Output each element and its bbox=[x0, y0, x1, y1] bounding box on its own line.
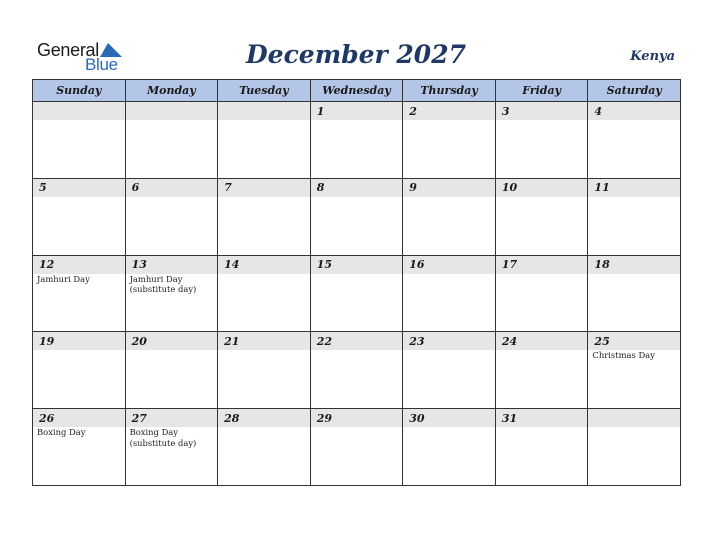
day-cell bbox=[588, 102, 681, 179]
day-number: 17 bbox=[496, 256, 588, 274]
holiday-label: Boxing Day (substitute day) bbox=[129, 427, 197, 448]
day-cell bbox=[496, 256, 589, 333]
day-cell bbox=[588, 256, 681, 333]
day-number: 28 bbox=[218, 409, 310, 427]
day-cell bbox=[126, 102, 219, 179]
day-number: 26 bbox=[33, 409, 125, 427]
day-number: 15 bbox=[311, 256, 403, 274]
day-cell bbox=[311, 102, 404, 179]
day-number: 9 bbox=[403, 179, 495, 197]
country-label: Kenya bbox=[630, 49, 675, 64]
day-number: 6 bbox=[126, 179, 218, 197]
day-cell bbox=[218, 256, 311, 333]
day-cell bbox=[126, 256, 219, 333]
day-cell bbox=[33, 332, 126, 409]
day-cell bbox=[33, 409, 126, 486]
day-cell bbox=[218, 179, 311, 256]
calendar-grid bbox=[32, 79, 681, 486]
day-number bbox=[588, 409, 680, 427]
day-number: 31 bbox=[496, 409, 588, 427]
day-number: 24 bbox=[496, 332, 588, 350]
day-cell bbox=[33, 179, 126, 256]
logo-general-text: General bbox=[37, 40, 99, 60]
day-cell bbox=[33, 256, 126, 333]
day-cell bbox=[403, 409, 496, 486]
day-number: 23 bbox=[403, 332, 495, 350]
day-number: 16 bbox=[403, 256, 495, 274]
day-cell bbox=[311, 409, 404, 486]
holiday-label: Boxing Day bbox=[37, 427, 86, 438]
holiday-label: Christmas Day bbox=[592, 350, 655, 361]
day-number: 4 bbox=[588, 102, 680, 120]
day-cell bbox=[588, 332, 681, 409]
weekday-header-wednesday: Wednesday bbox=[311, 80, 404, 102]
day-number: 8 bbox=[311, 179, 403, 197]
day-cell bbox=[311, 332, 404, 409]
weekday-header-sunday: Sunday bbox=[33, 80, 126, 102]
day-number bbox=[218, 102, 310, 120]
day-number: 3 bbox=[496, 102, 588, 120]
calendar-title: December 2027 bbox=[245, 40, 466, 69]
day-number: 14 bbox=[218, 256, 310, 274]
holiday-label: Jamhuri Day bbox=[37, 273, 90, 284]
day-cell bbox=[496, 409, 589, 486]
day-cell bbox=[588, 179, 681, 256]
weekday-header-friday: Friday bbox=[496, 80, 589, 102]
day-number: 18 bbox=[588, 256, 680, 274]
weekday-header-monday: Monday bbox=[126, 80, 219, 102]
day-cell bbox=[126, 409, 219, 486]
day-number: 5 bbox=[33, 179, 125, 197]
day-cell bbox=[218, 409, 311, 486]
day-cell bbox=[126, 179, 219, 256]
day-cell bbox=[311, 179, 404, 256]
day-number: 21 bbox=[218, 332, 310, 350]
day-number: 19 bbox=[33, 332, 125, 350]
day-cell bbox=[496, 179, 589, 256]
day-number: 13 bbox=[126, 256, 218, 274]
day-number: 1 bbox=[311, 102, 403, 120]
day-number: 12 bbox=[33, 256, 125, 274]
day-cell bbox=[496, 332, 589, 409]
day-cell bbox=[403, 102, 496, 179]
day-number: 27 bbox=[126, 409, 218, 427]
day-cell bbox=[403, 179, 496, 256]
day-cell bbox=[496, 102, 589, 179]
holiday-label: Jamhuri Day (substitute day) bbox=[129, 273, 197, 295]
day-number bbox=[33, 102, 125, 120]
weekday-header-saturday: Saturday bbox=[588, 80, 681, 102]
weekday-header-thursday: Thursday bbox=[403, 80, 496, 102]
day-cell bbox=[218, 102, 311, 179]
day-number bbox=[126, 102, 218, 120]
day-number: 29 bbox=[311, 409, 403, 427]
day-number: 20 bbox=[126, 332, 218, 350]
day-number: 22 bbox=[311, 332, 403, 350]
day-number: 10 bbox=[496, 179, 588, 197]
day-cell bbox=[403, 332, 496, 409]
day-number: 25 bbox=[588, 332, 680, 350]
day-cell bbox=[403, 256, 496, 333]
day-cell bbox=[588, 409, 681, 486]
day-cell bbox=[218, 332, 311, 409]
day-cell bbox=[311, 256, 404, 333]
day-cell bbox=[126, 332, 219, 409]
day-number: 30 bbox=[403, 409, 495, 427]
logo-blue-text: Blue bbox=[85, 55, 118, 74]
day-number: 11 bbox=[588, 179, 680, 197]
weekday-header-tuesday: Tuesday bbox=[218, 80, 311, 102]
day-number: 2 bbox=[403, 102, 495, 120]
day-number: 7 bbox=[218, 179, 310, 197]
day-cell bbox=[33, 102, 126, 179]
